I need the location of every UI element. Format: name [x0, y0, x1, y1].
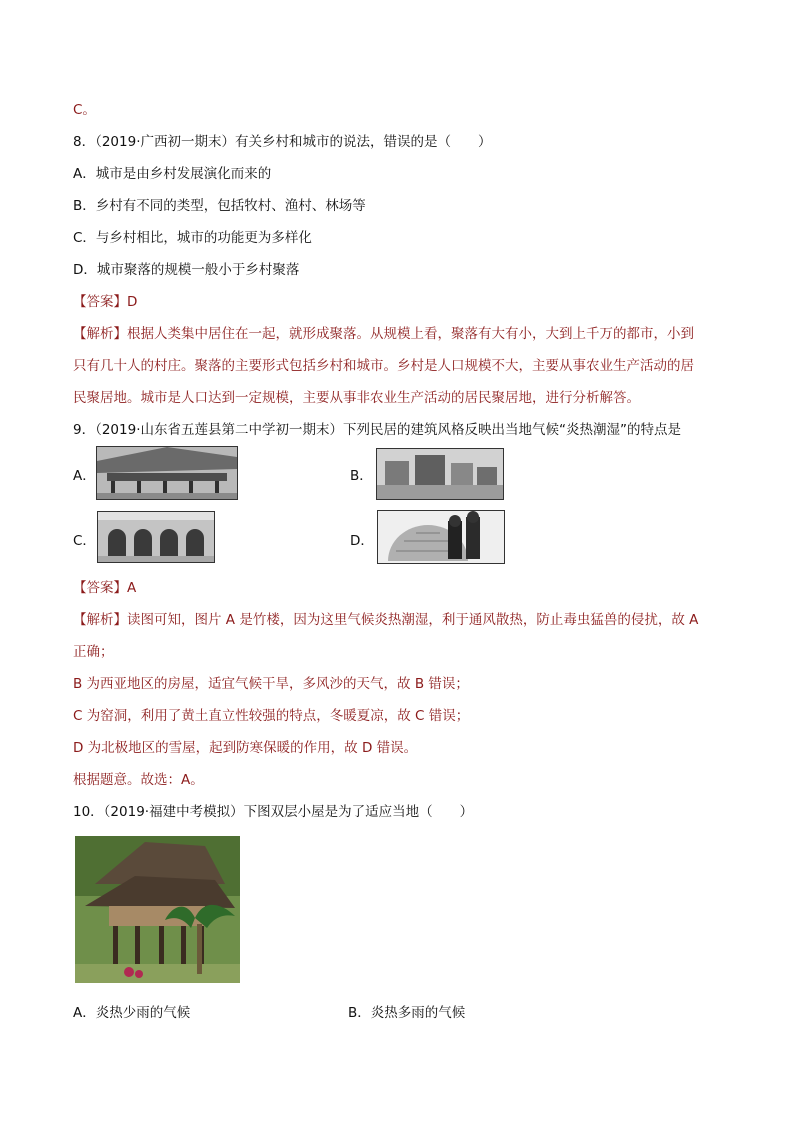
q9-answer-label: 【答案】 — [73, 580, 127, 596]
q9-analysis-line1: 【解析】读图可知，图片 A 是竹楼，因为这里气候炎热潮湿，利于通风散热，防止毒虫猛兽的侵扰，故 A — [73, 612, 699, 628]
q9-image-d-igloo — [377, 510, 505, 564]
q8-option-c: C．与乡村相比，城市的功能更为多样化 — [73, 230, 312, 246]
q9-option-d-label: D． — [350, 533, 374, 549]
q9-analysis-line3: B 为西亚地区的房屋，适宜气候干旱，多风沙的天气，故 B 错误； — [73, 676, 469, 692]
q8-answer-value: D — [127, 294, 138, 310]
q9-option-b-label: B． — [350, 468, 373, 484]
q9-analysis-line4: C 为窑洞，利用了黄土直立性较强的特点，冬暖夏凉，故 C 错误； — [73, 708, 470, 724]
q9-analysis-label: 【解析】 — [73, 612, 127, 628]
q8-analysis-line3: 民聚居地。城市是人口达到一定规模，主要从事非农业生产活动的居民聚居地，进行分析解答。 — [73, 390, 640, 406]
q9-option-c-label: C． — [73, 533, 96, 549]
q9-option-a-label: A． — [73, 468, 96, 484]
q8-answer-label: 【答案】 — [73, 294, 127, 310]
q9-conclusion: 根据题意。故选：A。 — [73, 772, 204, 788]
q9-analysis-line5: D 为北极地区的雪屋，起到防寒保暖的作用，故 D 错误。 — [73, 740, 418, 756]
q9-stem: 9．（2019·山东省五莲县第二中学初一期末）下列民居的建筑风格反映出当地气候“炎热潮湿”的特点是 — [73, 422, 681, 438]
q9-analysis-line2: 正确； — [73, 644, 114, 660]
prev-answer-tail: C。 — [73, 102, 96, 118]
q10-option-a: A．炎热少雨的气候 — [73, 1005, 191, 1021]
q8-option-a: A．城市是由乡村发展演化而来的 — [73, 166, 272, 182]
q9-answer-value: A — [127, 580, 137, 596]
q10-image-stilt-house — [75, 836, 240, 983]
q8-option-d: D．城市聚落的规模一般小于乡村聚落 — [73, 262, 300, 278]
q8-analysis-label: 【解析】 — [73, 326, 127, 342]
q10-option-b: B．炎热多雨的气候 — [348, 1005, 466, 1021]
q9-image-b-west-asia-house — [376, 448, 504, 500]
q8-option-b: B．乡村有不同的类型，包括牧村、渔村、林场等 — [73, 198, 366, 214]
q9-answer — [73, 578, 136, 598]
q8-answer — [73, 292, 137, 312]
q8-analysis-line1: 【解析】根据人类集中居住在一起，就形成聚落。从规模上看，聚落有大有小，大到上千万的都市，小到 — [73, 326, 694, 342]
q8-analysis-line2: 只有几十人的村庄。聚落的主要形式包括乡村和城市。乡村是人口规模不大，主要从事农业生产活动的居 — [73, 358, 694, 374]
q9-image-a-bamboo-house — [96, 446, 238, 500]
q8-stem: 8．（2019·广西初一期末）有关乡村和城市的说法，错误的是（ ） — [73, 134, 492, 150]
q9-image-c-cave-dwelling — [97, 511, 215, 563]
q10-stem: 10．（2019·福建中考模拟）下图双层小屋是为了适应当地（ ） — [73, 804, 474, 820]
